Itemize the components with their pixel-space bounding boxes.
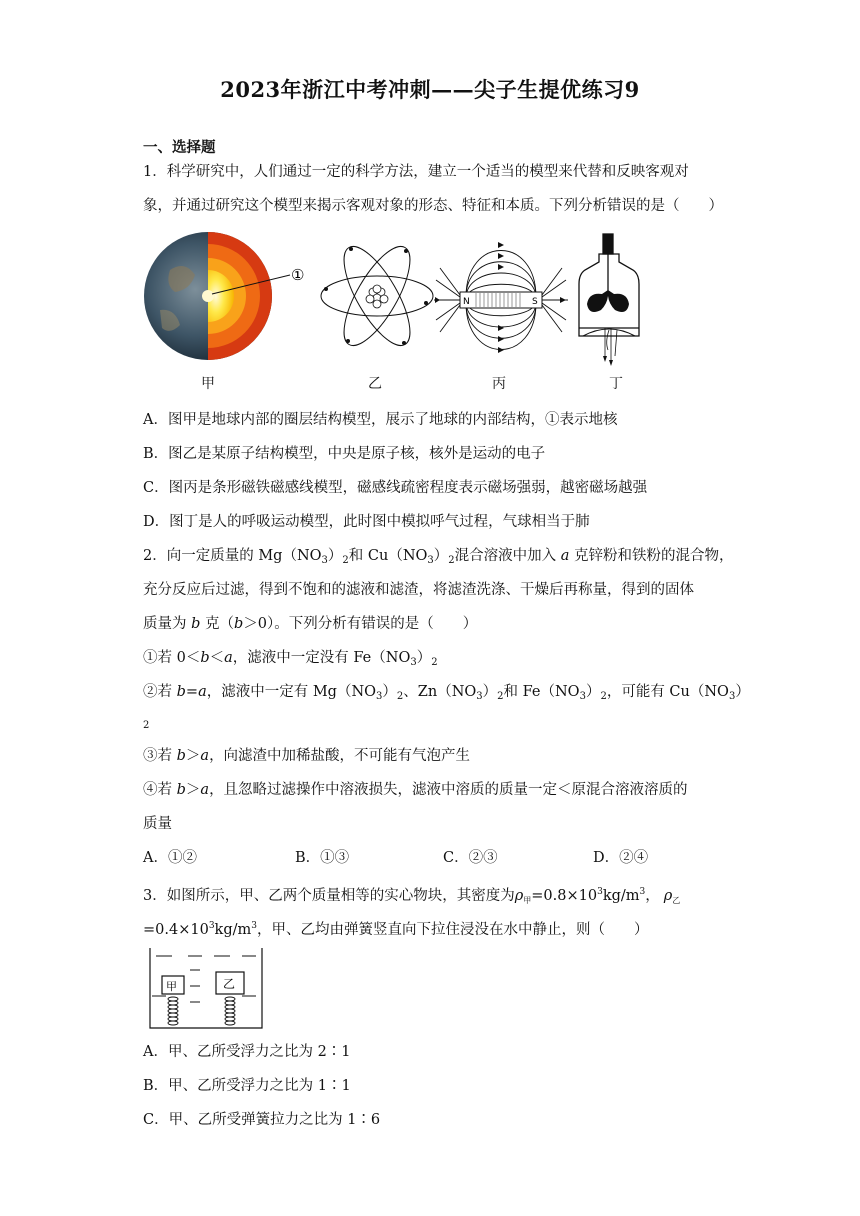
q2-option-b[interactable]: B．①③ (295, 850, 350, 866)
q2-statement-4: ④若 b＞a，且忽略过滤操作中溶液损失，滤液中溶质的质量一定＜原混合溶液溶质的 (143, 782, 688, 798)
q2-option-c[interactable]: C．②③ (443, 850, 498, 866)
tank-springs-figure (146, 946, 266, 1032)
q1-stem-line1: 1．科学研究中，人们通过一定的科学方法，建立一个适当的模型来代替和反映客观对 (143, 164, 689, 180)
q3-option-b[interactable]: B．甲、乙所受浮力之比为 1∶1 (143, 1078, 351, 1094)
q3-stem-line1: 3．如图所示，甲、乙两个质量相等的实心物块，其密度为$\rho_甲=0.8\times 10^3kg/m^3$， $\rho_乙$ (143, 887, 681, 905)
magnet-field-figure (432, 240, 570, 360)
q2-option-d[interactable]: D．②④ (593, 850, 649, 866)
q2-statement-2-subscript: 2 (143, 720, 150, 731)
atom-model-figure (318, 237, 436, 355)
figure-label-jia: 甲 (201, 376, 215, 392)
page-title: 2023年浙江中考冲刺——尖子生提优练习9 (220, 77, 640, 102)
q1-option-a[interactable]: A．图甲是地球内部的圈层结构模型，展示了地球的内部结构，①表示地核 (143, 412, 618, 428)
figure-label-yi: 乙 (368, 376, 382, 392)
q2-statement-1: ①若 0＜b＜a，滤液中一定没有 $Fe(NO_3)_2$ (143, 650, 438, 668)
block-yi-label: 乙 (223, 977, 236, 991)
magnet-north-label: N (463, 297, 470, 307)
magnet-south-label: S (532, 297, 538, 307)
q2-statement-2: ②若 b=a，滤液中一定有 $Mg(NO_3)_2$、$Zn(NO_3)_2$和 $Fe(NO_3)_2$，可能有 $Cu(NO_3)$ (143, 684, 750, 702)
q1-option-c[interactable]: C．图丙是条形磁铁磁感线模型，磁感线疏密程度表示磁场强弱，越密磁场越强 (143, 480, 648, 496)
q2-stem-line1: 2．向一定质量的 $Mg(NO_3)_2$和 $Cu(NO_3)_2$混合溶液中加入 a 克锌粉和铁粉的混合物， (143, 548, 734, 566)
figure-label-bing: 丙 (492, 376, 506, 392)
block-jia-label: 甲 (166, 980, 177, 993)
q1-option-d[interactable]: D．图丁是人的呼吸运动模型，此时图中模拟呼气过程，气球相当于肺 (143, 514, 590, 530)
earth-structure-figure (140, 230, 320, 365)
q2-statement-3: ③若 b＞a，向滤渣中加稀盐酸，不可能有气泡产生 (143, 748, 471, 764)
q3-option-a[interactable]: A．甲、乙所受浮力之比为 2∶1 (143, 1044, 351, 1060)
q2-stem-line2: 充分反应后过滤，得到不饱和的滤液和滤渣，将滤渣洗涤、干燥后再称量，得到的固体 (143, 582, 694, 598)
core-marker: ① (291, 266, 305, 284)
q3-stem-line2: $=0.4\times 10^3kg/m^3$，甲、乙均由弹簧竖直向下拉住浸没在水中静止，则（ ） (143, 921, 649, 938)
q2-option-a[interactable]: A．①② (143, 850, 197, 866)
q2-statement-4-line2: 质量 (143, 816, 172, 832)
q1-stem-line2: 象，并通过研究这个模型来揭示客观对象的形态、特征和本质。下列分析错误的是（ ） (143, 198, 723, 214)
q3-option-c[interactable]: C．甲、乙所受弹簧拉力之比为 1∶6 (143, 1112, 381, 1128)
q2-stem-line3: 质量为 b 克（b＞0）。下列分析有错误的是（ ） (143, 616, 478, 632)
breathing-model-figure (575, 232, 645, 367)
section-heading: 一、选择题 (143, 139, 216, 156)
q1-option-b[interactable]: B．图乙是某原子结构模型，中央是原子核，核外是运动的电子 (143, 446, 546, 462)
figure-label-ding: 丁 (609, 376, 623, 392)
